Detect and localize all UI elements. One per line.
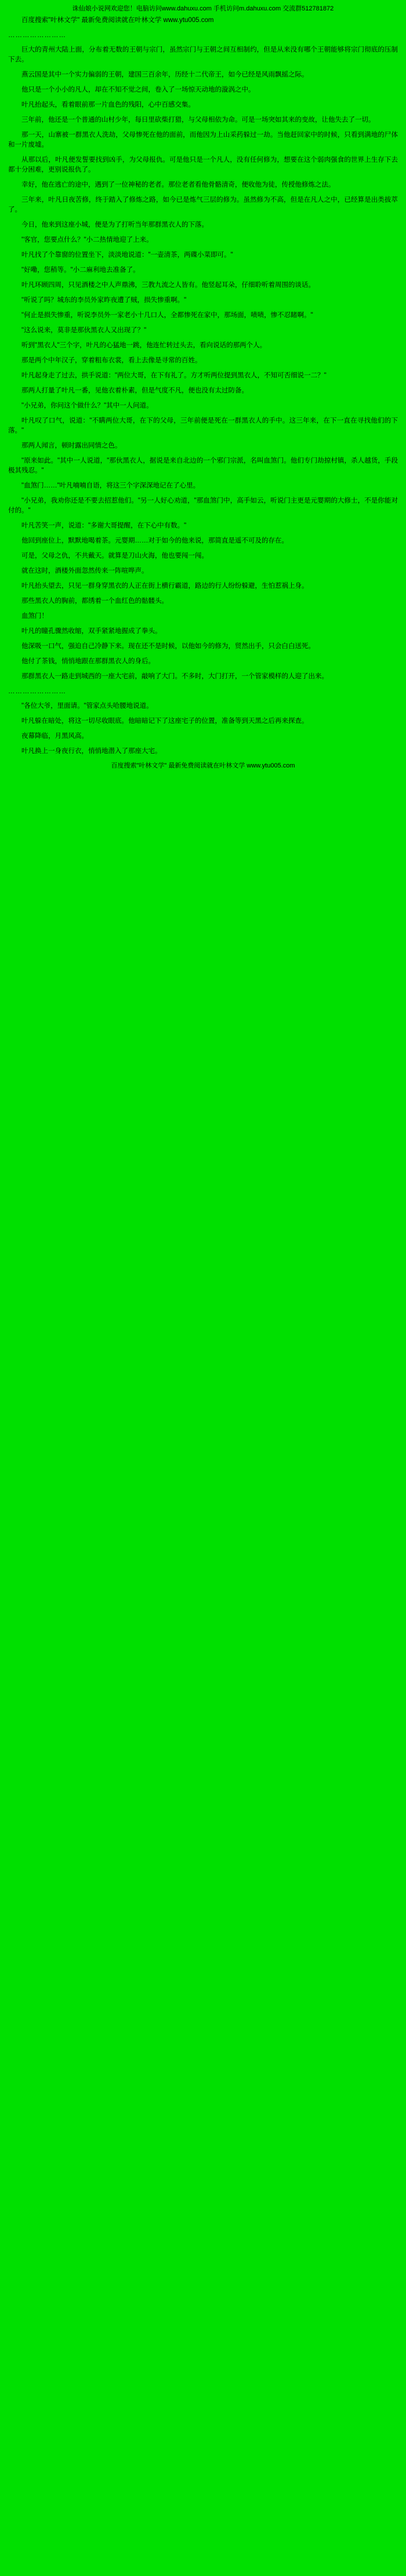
- paragraph: "何止是损失惨重，听说李员外一家老小十几口人，全都惨死在家中，那场面，啧啧，惨不忍睹啊。": [21, 312, 313, 319]
- ad-bottom: 百度搜索"叶林文学" 最新免费阅读就在叶林文学 www.ytu005.com: [111, 762, 295, 769]
- paragraph: 三年前，他还是一个普通的山村少年，每日里砍柴打猎，与父母相依为命。可是一场突如其来的变故，让他失去了一切。: [21, 117, 375, 123]
- paragraph: "各位大爷，里面请。"管家点头哈腰地说道。: [21, 703, 153, 710]
- paragraph: 叶凡换上一身夜行衣，悄悄地潜入了那座大宅。: [21, 748, 162, 755]
- paragraph: 他只是一个小小的凡人，却在不知不觉之间，卷入了一场惊天动地的漩涡之中。: [21, 86, 255, 93]
- paragraph: 夜幕降临，月黑风高。: [21, 733, 88, 740]
- paragraph: 叶凡叹了口气，说道："不瞒两位大哥，在下的父母，三年前便是死在一群黑衣人的手中。这三年来，在下一直在寻找他们的下落。": [8, 417, 398, 434]
- paragraph: "客官，您要点什么？"小二热情地迎了上来。: [21, 237, 153, 243]
- paragraph: 他回到座位上，默默地喝着茶。元婴期……对于如今的他来说，那简直是遥不可及的存在。: [21, 537, 288, 544]
- paragraph: "好嘞，您稍等。"小二麻利地去准备了。: [21, 267, 140, 274]
- paragraph: 三年来，叶凡日夜苦修，终于踏入了修炼之路，如今已是炼气三层的修为。虽然修为不高，但是在凡人之中，已经算是出类拔萃了。: [8, 197, 398, 213]
- paragraph: 可是，父母之仇，不共戴天。就算是刀山火海，他也要闯一闯。: [21, 552, 208, 559]
- paragraph: 那群黑衣人一路走到城西的一座大宅前，敲响了大门。不多时，大门打开，一个管家模样的人迎了出来。: [21, 673, 328, 680]
- paragraph: 今日，他来到这座小城，便是为了打听当年那群黑衣人的下落。: [21, 221, 208, 228]
- paragraph: 叶凡抬头望去，只见一群身穿黑衣的人正在街上横行霸道，路边的行人纷纷躲避，生怕惹祸上身。: [21, 583, 309, 590]
- paragraph: "小兄弟，你问这个做什么？"其中一人问道。: [21, 402, 153, 409]
- paragraph: 那些黑衣人的胸前，都绣着一个血红色的骷髅头。: [21, 598, 168, 605]
- paragraph: 叶凡起身走了过去，拱手说道："两位大哥，在下有礼了。方才听两位提到黑衣人，不知可否细说一二？": [21, 372, 327, 379]
- paragraph: "小兄弟，我劝你还是不要去招惹他们。"另一人好心劝道，"那血煞门中，高手如云，听说门主更是元婴期的大修士，不是你能对付的。": [8, 497, 398, 514]
- paragraph: 他付了茶钱，悄悄地跟在那群黑衣人的身后。: [21, 658, 155, 665]
- paragraph: 叶凡苦笑一声，说道："多谢大哥提醒，在下心中有数。": [21, 522, 187, 529]
- section-divider: ……………………: [8, 688, 66, 695]
- ad-top: 诛仙娘小说网欢迎您！电脑访问www.dahuxu.com 手机访问m.dahuxu.com 交流群512781872: [72, 5, 334, 12]
- paragraph: 就在这时，酒楼外面忽然传来一阵喧哗声。: [21, 567, 148, 574]
- paragraph: 听到"黑衣人"三个字，叶凡的心猛地一跳，他连忙转过头去，看向说话的那两个人。: [21, 342, 267, 349]
- section-divider: ……………………: [8, 32, 66, 39]
- paragraph: 他深吸一口气，强迫自己冷静下来。现在还不是时候，以他如今的修为，贸然出手，只会白白送死。: [21, 643, 315, 650]
- paragraph: 那两人闻言，顿时露出同情之色。: [21, 442, 122, 449]
- paragraph: 血煞门！: [21, 613, 48, 620]
- paragraph: "血煞门……"叶凡喃喃自语，将这三个字深深地记在了心里。: [21, 482, 200, 489]
- paragraph: "原来如此。"其中一人说道，"那伙黑衣人，据说是来自北边的一个邪门宗派，名叫血煞门。他们专门劫掠村镇，杀人越货，手段极其残忍。": [8, 457, 398, 474]
- paragraph: 那一天，山寨被一群黑衣人洗劫，父母惨死在他的面前，而他因为上山采药躲过一劫。当他赶回家中的时候，只看到满地的尸体和一片废墟。: [8, 132, 398, 148]
- paragraph: 叶凡躲在暗处，将这一切尽收眼底。他暗暗记下了这座宅子的位置，准备等到天黑之后再来探查。: [21, 718, 309, 725]
- paragraph: 百度搜索"叶林文学" 最新免费阅读就在叶林文学 www.ytu005.com: [21, 17, 214, 24]
- paragraph: 那是两个中年汉子，穿着粗布衣裳，看上去像是寻常的百姓。: [21, 357, 202, 364]
- paragraph: 幸好，他在逃亡的途中，遇到了一位神秘的老者。那位老者看他骨骼清奇，便收他为徒，传授他修炼之法。: [21, 181, 335, 188]
- paragraph: 叶凡环顾四周，只见酒楼之中人声鼎沸，三教九流之人皆有。他竖起耳朵，仔细聆听着周围的谈话。: [21, 282, 315, 289]
- article-body: [8, 16, 398, 756]
- paragraph: 叶凡找了个靠窗的位置坐下，淡淡地说道："一壶清茶，两碟小菜即可。": [21, 252, 233, 259]
- paragraph: 叶凡的瞳孔骤然收缩，双手紧紧地握成了拳头。: [21, 628, 162, 635]
- page-container: [0, 0, 406, 775]
- paragraph: 从那以后，叶凡便发誓要找到凶手，为父母报仇。可是他只是一个凡人，没有任何修为，想要在这个弱肉强食的世界上生存下去都十分困难，更别说报仇了。: [8, 157, 398, 173]
- paragraph: 燕云国是其中一个实力偏弱的王朝，建国三百余年，历经十二代帝王，如今已经是风雨飘摇之际。: [21, 71, 309, 78]
- paragraph: 叶凡抬起头，看着眼前那一片血色的残阳，心中百感交集。: [21, 101, 195, 108]
- paragraph: 那两人打量了叶凡一番，见他衣着朴素，但是气度不凡，便也没有太过防备。: [21, 387, 248, 394]
- paragraph: "听说了吗？城东的李员外家昨夜遭了贼，损失惨重啊。": [21, 297, 187, 304]
- paragraph: "这么说来，莫非是那伙黑衣人又出现了？": [21, 327, 147, 334]
- paragraph: 巨大的青州大陆上面，分布着无数的王朝与宗门，虽然宗门与王朝之间互相制约，但是从来没有哪个王朝能够将宗门彻底的压制下去。: [8, 46, 398, 63]
